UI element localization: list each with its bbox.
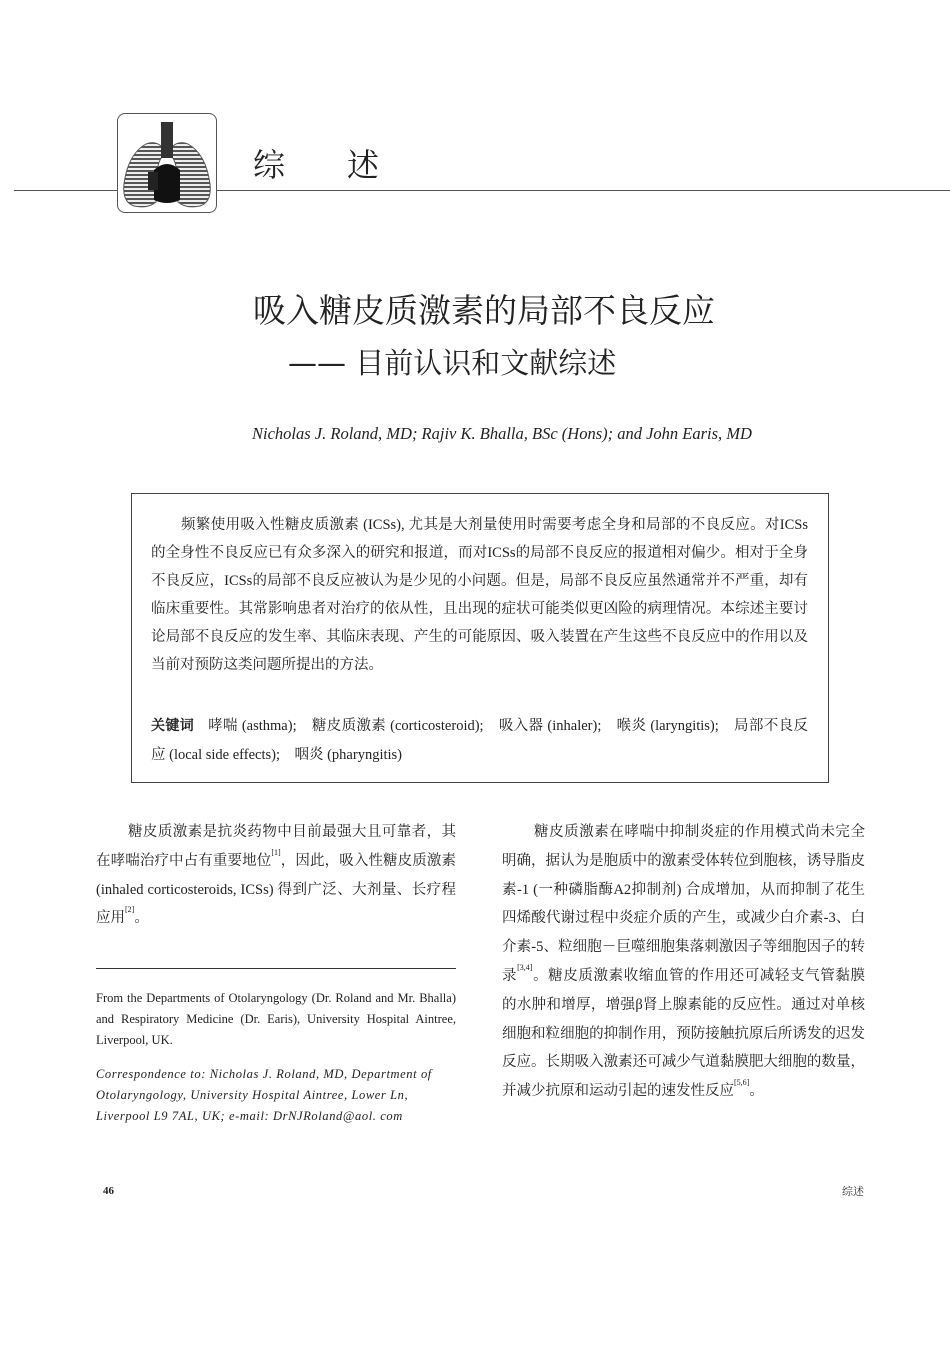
body-right-column	[502, 818, 865, 1106]
author-list: Nicholas J. Roland, MD; Rajiv K. Bhalla, BSc (Hons); and John Earis, MD	[252, 424, 752, 443]
paragraph-text: 。	[749, 1083, 764, 1100]
paragraph-text: 糖皮质激素在哮喘中抑制炎症的作用模式尚未完全明确，据认为是胞质中的激素受体转位到胞核，诱导脂皮素-1 (一种磷脂酶A2抑制剂) 合成增加，从而抑制了花生四烯酸代谢过程中炎症介质的产生，或减少白介素-3、白介素-5、粒细胞－巨噬细胞集落刺激因子等细胞因子的转录	[502, 824, 865, 984]
body-left-column	[96, 818, 456, 933]
article-title: 吸入糖皮质激素的局部不良反应	[253, 291, 715, 330]
running-title: 综述	[842, 1185, 864, 1198]
citation: [5,6]	[734, 1078, 750, 1088]
footnote-rule	[96, 968, 456, 969]
abstract-text: 频繁使用吸入性糖皮质激素 (ICSs), 尤其是大剂量使用时需要考虑全身和局部的不良反应。对ICSs的全身性不良反应已有众多深入的研究和报道，而对ICSs的局部不良反应的报道相对偏少。相对于全身不良反应，ICSs的局部不良反应被认为是少见的小问题。但是，局部不良反应虽然通常并不严重，却有临床重要性。其常影响患者对治疗的依从性，且出现的症状可能类似更凶险的病理情况。本综述主要讨论局部不良反应的发生率、其临床表现、产生的可能原因、吸入装置在产生这些不良反应中的作用以及当前对预防这类问题所提出的方法。	[151, 517, 808, 673]
paragraph-text: ，因此，吸入性糖皮质激素 (inhaled corticosteroids, ICSs) 得到广泛、大剂量、长疗程应用	[96, 852, 457, 927]
paragraph-text: 糖皮质激素是抗炎药物中目前最强大且可靠者，其在哮喘治疗中占有重要地位	[96, 824, 456, 869]
citation: [3,4]	[517, 962, 533, 972]
keywords-list: 哮喘 (asthma); 糖皮质激素 (corticosteroid); 吸入器 (inhaler); 喉炎 (laryngitis); 局部不良反应 (local side effects); 咽炎 (pharyngitis)	[151, 718, 808, 763]
section-logo	[117, 113, 217, 213]
article-subtitle: —— 目前认识和文献综述	[288, 346, 617, 380]
lungs-icon	[118, 114, 216, 212]
correspondence-footnote: Correspondence to: Nicholas J. Roland, MD, Department of Otolaryngology, University Hospital Aintree, Lower Ln, Liverpool L9 7AL, UK; e-mail: DrNJRoland@aol. com	[96, 1067, 432, 1123]
keywords	[151, 712, 808, 770]
section-label: 综述	[253, 146, 442, 184]
paragraph-text: 。糖皮质激素收缩血管的作用还可减轻支气管黏膜的水肿和增厚，增强β肾上腺素能的反应性。通过对单核细胞和粒细胞的抑制作用，预防接触抗原后所诱发的迟发反应。长期吸入激素还可减少气道黏膜肥大细胞的数量，并减少抗原和运动引起的速发性反应	[502, 967, 866, 1100]
affiliation-footnote: From the Departments of Otolaryngology (Dr. Roland and Mr. Bhalla) and Respiratory Medicine (Dr. Earis), University Hospital Aintree, Liverpool, UK.	[96, 991, 456, 1047]
paragraph-text: 。	[134, 910, 149, 927]
citation: [2]	[125, 905, 135, 915]
citation: [1]	[271, 847, 281, 857]
keywords-label: 关键词	[151, 718, 195, 734]
page-number: 46	[103, 1185, 114, 1197]
